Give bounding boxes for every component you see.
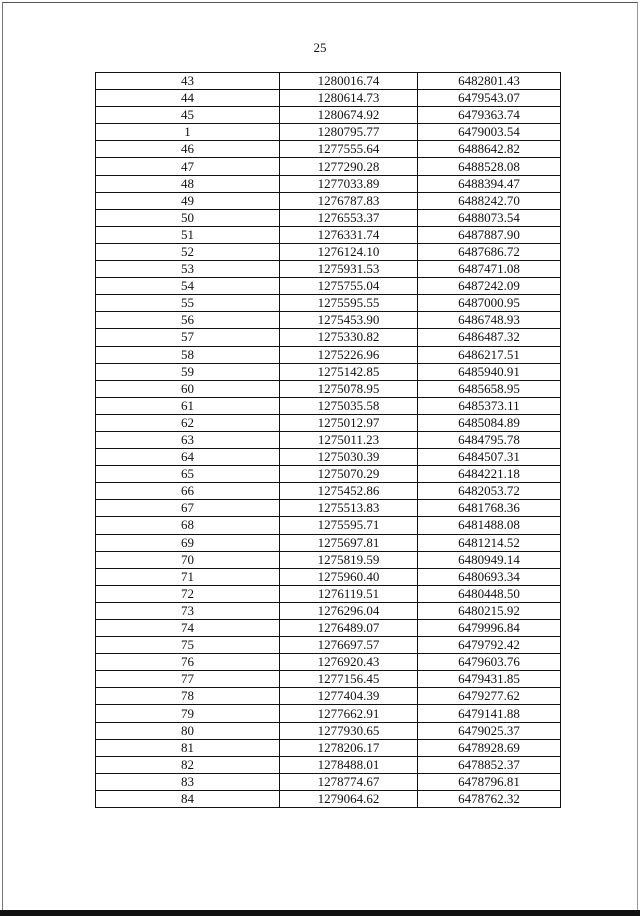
x-coordinate-cell: 1276119.51 [280, 585, 418, 602]
x-coordinate-cell: 1276553.37 [280, 209, 418, 226]
y-coordinate-cell: 6478762.32 [418, 790, 561, 807]
x-coordinate-cell: 1275330.82 [280, 329, 418, 346]
y-coordinate-cell: 6487471.08 [418, 261, 561, 278]
point-number-cell: 59 [96, 363, 280, 380]
table-row [96, 124, 561, 141]
point-number-cell: 46 [96, 141, 280, 158]
x-coordinate-cell: 1280674.92 [280, 107, 418, 124]
point-number-cell: 83 [96, 773, 280, 790]
y-coordinate-cell: 6479003.54 [418, 124, 561, 141]
y-coordinate-cell: 6486748.93 [418, 312, 561, 329]
point-number-cell: 82 [96, 756, 280, 773]
x-coordinate-cell: 1275453.90 [280, 312, 418, 329]
x-coordinate-cell: 1275931.53 [280, 261, 418, 278]
table-row [96, 329, 561, 346]
y-coordinate-cell: 6484795.78 [418, 431, 561, 448]
x-coordinate-cell: 1278774.67 [280, 773, 418, 790]
y-coordinate-cell: 6487000.95 [418, 295, 561, 312]
y-coordinate-cell: 6480215.92 [418, 602, 561, 619]
x-coordinate-cell: 1278488.01 [280, 756, 418, 773]
point-number-cell: 65 [96, 466, 280, 483]
x-coordinate-cell: 1275755.04 [280, 278, 418, 295]
table-row [96, 534, 561, 551]
y-coordinate-cell: 6480949.14 [418, 551, 561, 568]
x-coordinate-cell: 1277404.39 [280, 688, 418, 705]
y-coordinate-cell: 6485373.11 [418, 397, 561, 414]
table-row [96, 243, 561, 260]
table-row [96, 722, 561, 739]
table-row [96, 346, 561, 363]
point-number-cell: 1 [96, 124, 280, 141]
x-coordinate-cell: 1275595.55 [280, 295, 418, 312]
table-row [96, 756, 561, 773]
table-row [96, 73, 561, 90]
point-number-cell: 66 [96, 483, 280, 500]
table-row [96, 568, 561, 585]
table-row [96, 261, 561, 278]
y-coordinate-cell: 6479025.37 [418, 722, 561, 739]
point-number-cell: 77 [96, 671, 280, 688]
x-coordinate-cell: 1275070.29 [280, 466, 418, 483]
y-coordinate-cell: 6479543.07 [418, 90, 561, 107]
table-row [96, 739, 561, 756]
table-row [96, 278, 561, 295]
point-number-cell: 61 [96, 397, 280, 414]
point-number-cell: 57 [96, 329, 280, 346]
table-row [96, 192, 561, 209]
point-number-cell: 81 [96, 739, 280, 756]
y-coordinate-cell: 6488394.47 [418, 175, 561, 192]
point-number-cell: 60 [96, 380, 280, 397]
table-row [96, 158, 561, 175]
table-row [96, 688, 561, 705]
table-row [96, 620, 561, 637]
x-coordinate-cell: 1276787.83 [280, 192, 418, 209]
x-coordinate-cell: 1275819.59 [280, 551, 418, 568]
point-number-cell: 54 [96, 278, 280, 295]
page-number: 25 [313, 40, 327, 55]
x-coordinate-cell: 1275452.86 [280, 483, 418, 500]
table-row [96, 141, 561, 158]
x-coordinate-cell: 1275078.95 [280, 380, 418, 397]
table-row [96, 175, 561, 192]
point-number-cell: 84 [96, 790, 280, 807]
point-number-cell: 55 [96, 295, 280, 312]
x-coordinate-cell: 1280795.77 [280, 124, 418, 141]
y-coordinate-cell: 6485940.91 [418, 363, 561, 380]
point-number-cell: 48 [96, 175, 280, 192]
x-coordinate-cell: 1275012.97 [280, 414, 418, 431]
point-number-cell: 45 [96, 107, 280, 124]
x-coordinate-cell: 1280016.74 [280, 73, 418, 90]
y-coordinate-cell: 6482801.43 [418, 73, 561, 90]
table-row [96, 363, 561, 380]
y-coordinate-cell: 6484507.31 [418, 449, 561, 466]
point-number-cell: 70 [96, 551, 280, 568]
x-coordinate-cell: 1275595.71 [280, 517, 418, 534]
table-row [96, 500, 561, 517]
x-coordinate-cell: 1275011.23 [280, 431, 418, 448]
point-number-cell: 78 [96, 688, 280, 705]
x-coordinate-cell: 1276697.57 [280, 637, 418, 654]
y-coordinate-cell: 6478852.37 [418, 756, 561, 773]
point-number-cell: 64 [96, 449, 280, 466]
table-row [96, 107, 561, 124]
table-row [96, 602, 561, 619]
x-coordinate-cell: 1275030.39 [280, 449, 418, 466]
table-row [96, 671, 561, 688]
table-row [96, 209, 561, 226]
point-number-cell: 49 [96, 192, 280, 209]
y-coordinate-cell: 6482053.72 [418, 483, 561, 500]
y-coordinate-cell: 6478796.81 [418, 773, 561, 790]
point-number-cell: 58 [96, 346, 280, 363]
table-row [96, 295, 561, 312]
y-coordinate-cell: 6481488.08 [418, 517, 561, 534]
table-row [96, 551, 561, 568]
point-number-cell: 51 [96, 226, 280, 243]
y-coordinate-cell: 6478928.69 [418, 739, 561, 756]
y-coordinate-cell: 6480448.50 [418, 585, 561, 602]
point-number-cell: 72 [96, 585, 280, 602]
y-coordinate-cell: 6481768.36 [418, 500, 561, 517]
x-coordinate-cell: 1277290.28 [280, 158, 418, 175]
y-coordinate-cell: 6485658.95 [418, 380, 561, 397]
point-number-cell: 67 [96, 500, 280, 517]
y-coordinate-cell: 6479141.88 [418, 705, 561, 722]
x-coordinate-cell: 1277662.91 [280, 705, 418, 722]
x-coordinate-cell: 1275960.40 [280, 568, 418, 585]
x-coordinate-cell: 1279064.62 [280, 790, 418, 807]
x-coordinate-cell: 1275697.81 [280, 534, 418, 551]
y-coordinate-cell: 6479431.85 [418, 671, 561, 688]
table-row [96, 637, 561, 654]
x-coordinate-cell: 1277555.64 [280, 141, 418, 158]
table-row [96, 226, 561, 243]
x-coordinate-cell: 1276331.74 [280, 226, 418, 243]
y-coordinate-cell: 6487242.09 [418, 278, 561, 295]
y-coordinate-cell: 6486487.32 [418, 329, 561, 346]
table-row [96, 790, 561, 807]
x-coordinate-cell: 1276489.07 [280, 620, 418, 637]
table-row [96, 414, 561, 431]
bottom-edge [0, 910, 640, 916]
point-number-cell: 62 [96, 414, 280, 431]
coordinates-table-body [96, 73, 561, 808]
x-coordinate-cell: 1277156.45 [280, 671, 418, 688]
y-coordinate-cell: 6487887.90 [418, 226, 561, 243]
y-coordinate-cell: 6479363.74 [418, 107, 561, 124]
table-row [96, 483, 561, 500]
point-number-cell: 71 [96, 568, 280, 585]
table-row [96, 449, 561, 466]
point-number-cell: 75 [96, 637, 280, 654]
y-coordinate-cell: 6481214.52 [418, 534, 561, 551]
table-row [96, 312, 561, 329]
point-number-cell: 52 [96, 243, 280, 260]
table-row [96, 397, 561, 414]
point-number-cell: 73 [96, 602, 280, 619]
point-number-cell: 44 [96, 90, 280, 107]
x-coordinate-cell: 1275142.85 [280, 363, 418, 380]
x-coordinate-cell: 1278206.17 [280, 739, 418, 756]
table-row [96, 466, 561, 483]
x-coordinate-cell: 1277930.65 [280, 722, 418, 739]
y-coordinate-cell: 6479603.76 [418, 654, 561, 671]
y-coordinate-cell: 6488642.82 [418, 141, 561, 158]
point-number-cell: 43 [96, 73, 280, 90]
y-coordinate-cell: 6485084.89 [418, 414, 561, 431]
y-coordinate-cell: 6487686.72 [418, 243, 561, 260]
table-row [96, 431, 561, 448]
point-number-cell: 47 [96, 158, 280, 175]
y-coordinate-cell: 6479792.42 [418, 637, 561, 654]
y-coordinate-cell: 6486217.51 [418, 346, 561, 363]
x-coordinate-cell: 1276920.43 [280, 654, 418, 671]
table-row [96, 380, 561, 397]
x-coordinate-cell: 1275226.96 [280, 346, 418, 363]
point-number-cell: 56 [96, 312, 280, 329]
point-number-cell: 50 [96, 209, 280, 226]
point-number-cell: 63 [96, 431, 280, 448]
x-coordinate-cell: 1275513.83 [280, 500, 418, 517]
point-number-cell: 68 [96, 517, 280, 534]
x-coordinate-cell: 1280614.73 [280, 90, 418, 107]
point-number-cell: 79 [96, 705, 280, 722]
point-number-cell: 80 [96, 722, 280, 739]
y-coordinate-cell: 6480693.34 [418, 568, 561, 585]
x-coordinate-cell: 1277033.89 [280, 175, 418, 192]
table-row [96, 517, 561, 534]
y-coordinate-cell: 6484221.18 [418, 466, 561, 483]
point-number-cell: 76 [96, 654, 280, 671]
y-coordinate-cell: 6488528.08 [418, 158, 561, 175]
table-row [96, 654, 561, 671]
x-coordinate-cell: 1276296.04 [280, 602, 418, 619]
x-coordinate-cell: 1275035.58 [280, 397, 418, 414]
point-number-cell: 74 [96, 620, 280, 637]
table-row [96, 585, 561, 602]
point-number-cell: 53 [96, 261, 280, 278]
coordinates-table [95, 72, 561, 808]
table-row [96, 705, 561, 722]
table-row [96, 773, 561, 790]
y-coordinate-cell: 6479277.62 [418, 688, 561, 705]
x-coordinate-cell: 1276124.10 [280, 243, 418, 260]
y-coordinate-cell: 6479996.84 [418, 620, 561, 637]
y-coordinate-cell: 6488242.70 [418, 192, 561, 209]
y-coordinate-cell: 6488073.54 [418, 209, 561, 226]
point-number-cell: 69 [96, 534, 280, 551]
table-row [96, 90, 561, 107]
